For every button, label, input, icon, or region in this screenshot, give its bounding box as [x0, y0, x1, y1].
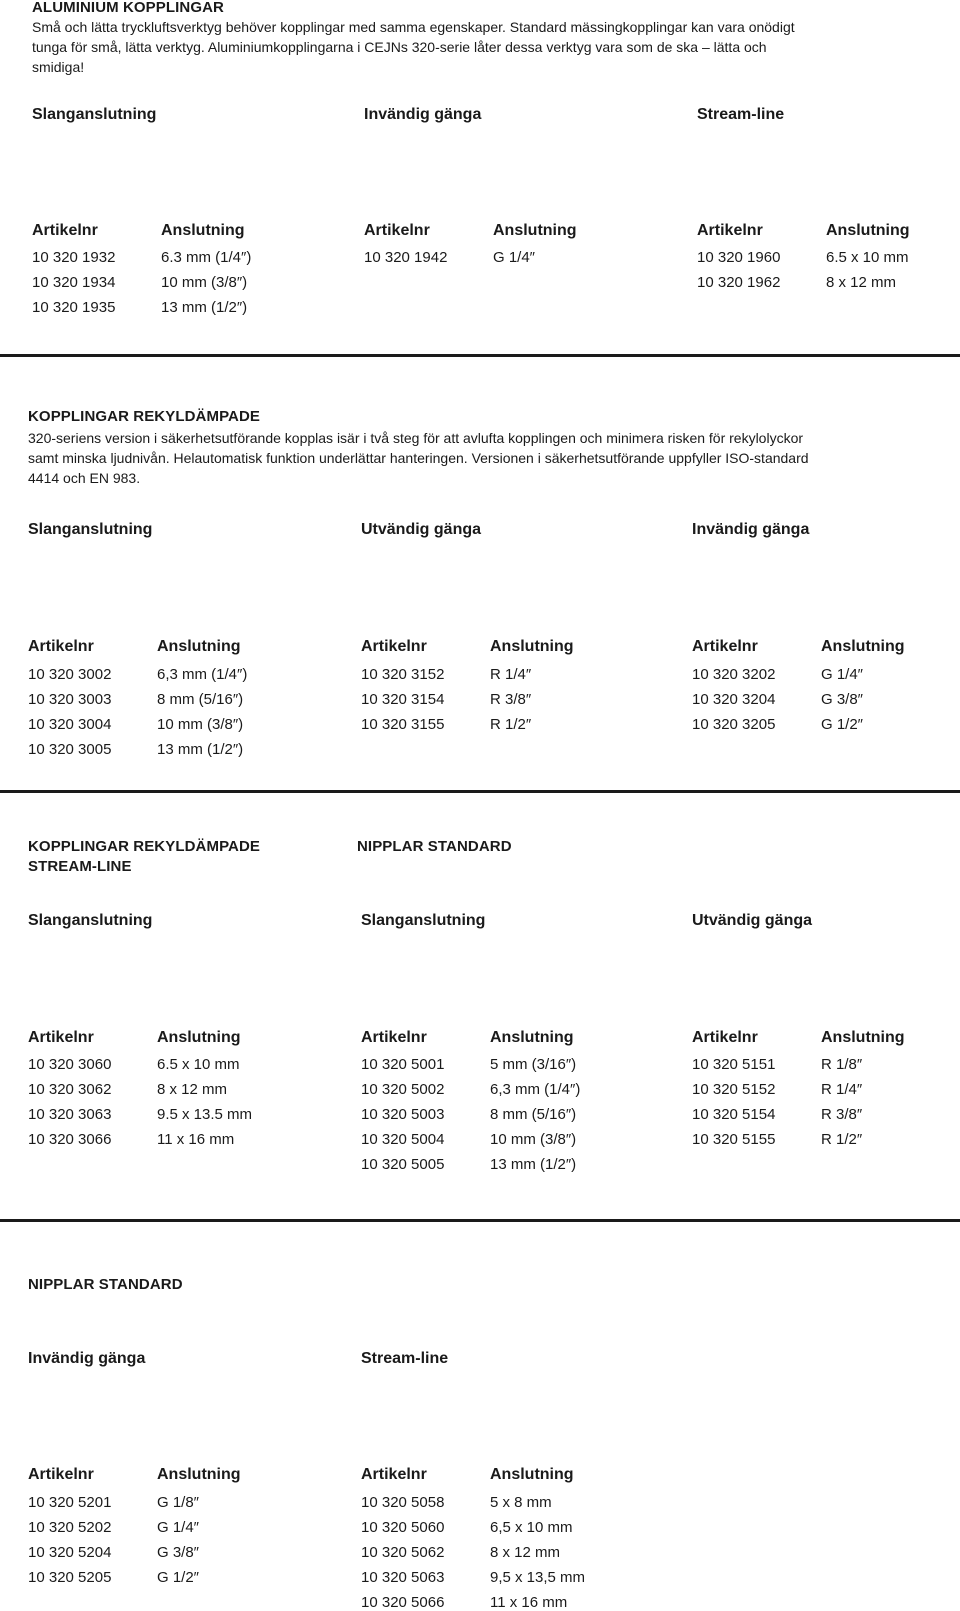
connection-size: G 3/8″: [157, 1544, 199, 1561]
article-number: 10 320 3005: [28, 741, 112, 758]
section-divider: [0, 790, 960, 793]
article-number: 10 320 3066: [28, 1131, 112, 1148]
connection-size: R 1/8″: [821, 1056, 863, 1073]
section-divider: [0, 354, 960, 357]
article-number: 10 320 3204: [692, 691, 776, 708]
connection-size: R 1/2″: [490, 716, 532, 733]
connection-size: 13 mm (1/2″): [157, 741, 244, 758]
group-label: Invändig gänga: [692, 521, 810, 538]
article-number: 10 320 3154: [361, 691, 445, 708]
article-number: 10 320 3063: [28, 1106, 112, 1123]
article-number: 10 320 5060: [361, 1519, 445, 1536]
connection-size: 8 x 12 mm: [490, 1544, 561, 1561]
column-header-anslutning: Anslutning: [157, 638, 241, 655]
connection-size: R 3/8″: [490, 691, 532, 708]
connection-size: 8 x 12 mm: [157, 1081, 228, 1098]
column-header-anslutning: Anslutning: [157, 1029, 241, 1046]
article-number: 10 320 3062: [28, 1081, 112, 1098]
connection-size: 9.5 x 13.5 mm: [157, 1106, 253, 1123]
article-number: 10 320 3060: [28, 1056, 112, 1073]
connection-size: 6,5 x 10 mm: [490, 1519, 573, 1536]
group-label: Stream-line: [697, 106, 785, 123]
section-title: ALUMINIUM KOPPLINGAR: [32, 0, 224, 16]
connection-size: 6.5 x 10 mm: [157, 1056, 240, 1073]
article-number: 10 320 5004: [361, 1131, 445, 1148]
article-number: 10 320 5003: [361, 1106, 445, 1123]
connection-size: 9,5 x 13,5 mm: [490, 1569, 586, 1586]
connection-size: G 1/2″: [157, 1569, 199, 1586]
article-number: 10 320 1962: [697, 274, 781, 291]
column-header-artikelnr: Artikelnr: [361, 1029, 427, 1046]
connection-size: 10 mm (3/8″): [157, 716, 244, 733]
connection-size: G 1/4″: [821, 666, 863, 683]
group-label: Slanganslutning: [28, 521, 153, 538]
column-header-anslutning: Anslutning: [821, 638, 905, 655]
group-label: Utvändig gänga: [361, 521, 482, 538]
connection-size: R 1/4″: [490, 666, 532, 683]
connection-size: 6,3 mm (1/4″): [157, 666, 248, 683]
section-title: NIPPLAR STANDARD: [28, 1276, 183, 1293]
column-header-anslutning: Anslutning: [493, 222, 577, 239]
connection-size: 11 x 16 mm: [157, 1131, 235, 1148]
column-header-anslutning: Anslutning: [490, 1466, 574, 1483]
article-number: 10 320 3155: [361, 716, 445, 733]
column-header-anslutning: Anslutning: [821, 1029, 905, 1046]
section-description: 320-seriens version i säkerhetsutförande kopplas isär i två steg för att avlufta kopplingen och minimera risken för rekylolyckor samt minska ljudnivån. Helautomatisk funktion underlättar hanteringen. Versionen i säkerhetsutförande uppfyller ISO-standard 4414 och EN 983.: [28, 430, 809, 486]
article-number: 10 320 3202: [692, 666, 776, 683]
article-number: 10 320 5002: [361, 1081, 445, 1098]
article-number: 10 320 1942: [364, 249, 448, 266]
article-number: 10 320 5154: [692, 1106, 776, 1123]
connection-size: R 3/8″: [821, 1106, 863, 1123]
section-title: NIPPLAR STANDARD: [357, 838, 512, 855]
column-header-artikelnr: Artikelnr: [28, 1029, 94, 1046]
article-number: 10 320 5001: [361, 1056, 445, 1073]
column-header-artikelnr: Artikelnr: [361, 638, 427, 655]
column-header-anslutning: Anslutning: [826, 222, 910, 239]
article-number: 10 320 5151: [692, 1056, 776, 1073]
column-header-artikelnr: Artikelnr: [28, 638, 94, 655]
article-number: 10 320 3152: [361, 666, 445, 683]
article-number: 10 320 5005: [361, 1156, 445, 1173]
article-number: 10 320 5063: [361, 1569, 445, 1586]
article-number: 10 320 3003: [28, 691, 112, 708]
group-label: Slanganslutning: [28, 912, 153, 929]
article-number: 10 320 5205: [28, 1569, 112, 1586]
connection-size: 6.3 mm (1/4″): [161, 249, 252, 266]
connection-size: 6,3 mm (1/4″): [490, 1081, 581, 1098]
section-divider: [0, 1219, 960, 1222]
connection-size: 8 x 12 mm: [826, 274, 897, 291]
column-header-anslutning: Anslutning: [490, 1029, 574, 1046]
column-header-artikelnr: Artikelnr: [28, 1466, 94, 1483]
article-number: 10 320 5201: [28, 1494, 112, 1511]
connection-size: 5 x 8 mm: [490, 1494, 552, 1511]
group-label: Slanganslutning: [32, 106, 157, 123]
connection-size: 8 mm (5/16″): [157, 691, 244, 708]
column-header-artikelnr: Artikelnr: [364, 222, 430, 239]
group-label: Invändig gänga: [364, 106, 482, 123]
column-header-artikelnr: Artikelnr: [361, 1466, 427, 1483]
article-number: 10 320 1932: [32, 249, 116, 266]
connection-size: G 1/2″: [821, 716, 863, 733]
section-title: KOPPLINGAR REKYLDÄMPADE: [28, 838, 261, 855]
article-number: 10 320 5204: [28, 1544, 112, 1561]
article-number: 10 320 3004: [28, 716, 112, 733]
connection-size: G 1/4″: [493, 249, 535, 266]
group-label: Invändig gänga: [28, 1350, 146, 1367]
connection-size: R 1/4″: [821, 1081, 863, 1098]
connection-size: G 1/8″: [157, 1494, 199, 1511]
connection-size: 5 mm (3/16″): [490, 1056, 577, 1073]
column-header-artikelnr: Artikelnr: [692, 638, 758, 655]
article-number: 10 320 5066: [361, 1594, 445, 1611]
connection-size: 6.5 x 10 mm: [826, 249, 909, 266]
connection-size: G 1/4″: [157, 1519, 199, 1536]
article-number: 10 320 1934: [32, 274, 116, 291]
column-header-artikelnr: Artikelnr: [692, 1029, 758, 1046]
connection-size: 13 mm (1/2″): [490, 1156, 577, 1173]
group-label: Utvändig gänga: [692, 912, 813, 929]
article-number: 10 320 5152: [692, 1081, 776, 1098]
section-title: KOPPLINGAR REKYLDÄMPADE: [28, 408, 261, 425]
section-title: STREAM-LINE: [28, 858, 132, 875]
connection-size: 10 mm (3/8″): [161, 274, 248, 291]
article-number: 10 320 1935: [32, 299, 116, 316]
article-number: 10 320 5058: [361, 1494, 445, 1511]
article-number: 10 320 3205: [692, 716, 776, 733]
group-label: Slanganslutning: [361, 912, 486, 929]
article-number: 10 320 3002: [28, 666, 112, 683]
connection-size: R 1/2″: [821, 1131, 863, 1148]
section-description: Små och lätta tryckluftsverktyg behöver kopplingar med samma egenskaper. Standard mässingkopplingar kan vara onödigt tunga för små, lätta verktyg. Aluminiumkopplingarna i CEJNs 320-serie låter dessa verktyg vara som de ska – lätta och smidiga!: [32, 19, 795, 75]
column-header-anslutning: Anslutning: [490, 638, 574, 655]
column-header-anslutning: Anslutning: [157, 1466, 241, 1483]
column-header-anslutning: Anslutning: [161, 222, 245, 239]
article-number: 10 320 5062: [361, 1544, 445, 1561]
article-number: 10 320 1960: [697, 249, 781, 266]
connection-size: G 3/8″: [821, 691, 863, 708]
connection-size: 13 mm (1/2″): [161, 299, 248, 316]
connection-size: 10 mm (3/8″): [490, 1131, 577, 1148]
connection-size: 8 mm (5/16″): [490, 1106, 577, 1123]
column-header-artikelnr: Artikelnr: [32, 222, 98, 239]
column-header-artikelnr: Artikelnr: [697, 222, 763, 239]
article-number: 10 320 5202: [28, 1519, 112, 1536]
connection-size: 11 x 16 mm: [490, 1594, 568, 1611]
group-label: Stream-line: [361, 1350, 449, 1367]
article-number: 10 320 5155: [692, 1131, 776, 1148]
